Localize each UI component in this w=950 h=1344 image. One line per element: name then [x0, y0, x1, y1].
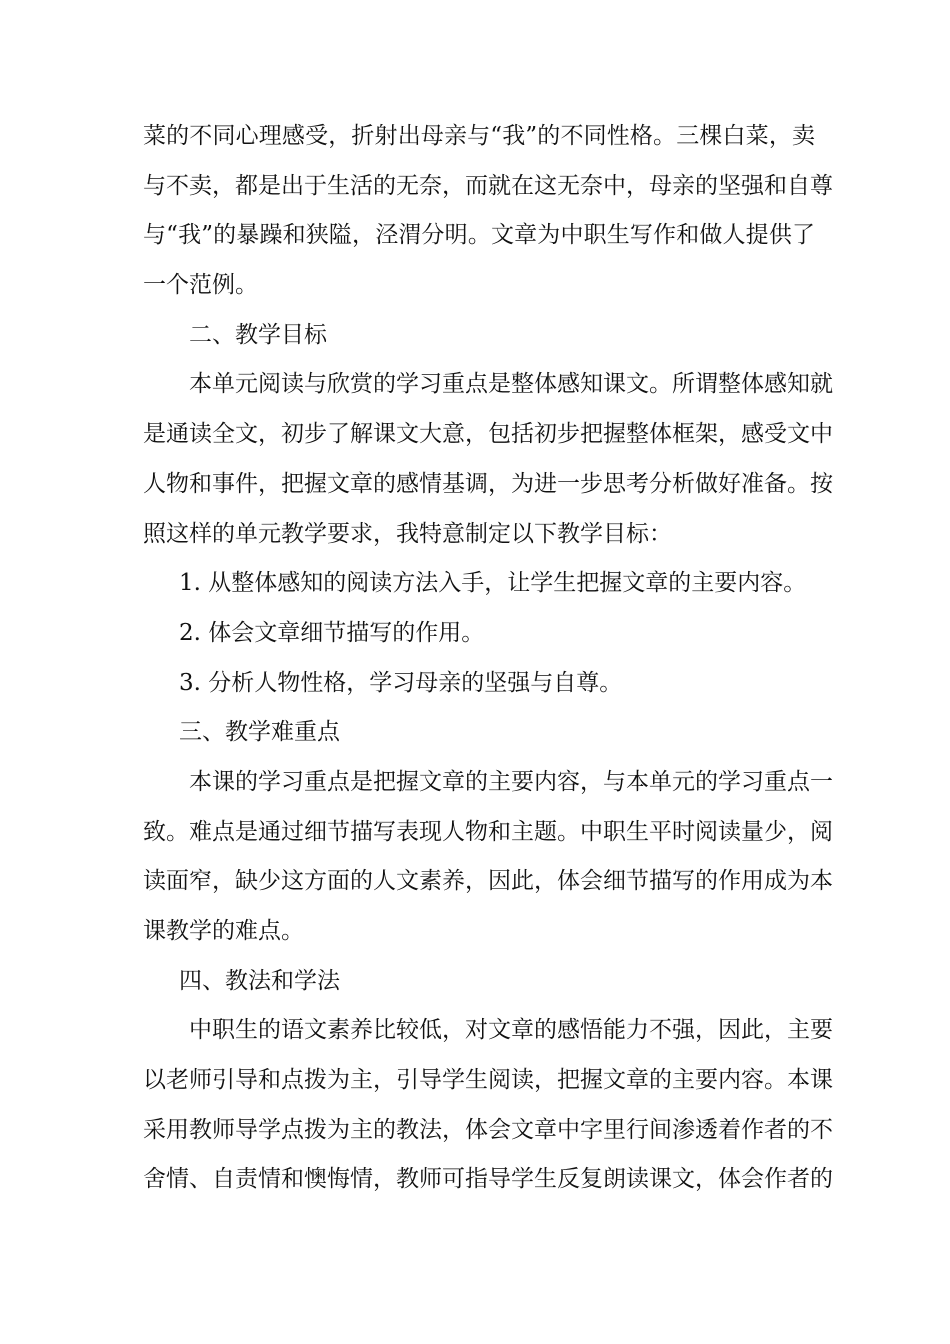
paragraph-line: 读面窄，缺少这方面的人文素养，因此，体会细节描写的作用成为本	[143, 868, 833, 895]
paragraph-line: 以老师引导和点拨为主，引导学生阅读，把握文章的主要内容。本课	[143, 1067, 833, 1094]
paragraph-line: 照这样的单元教学要求，我特意制定以下教学目标：	[143, 520, 672, 547]
paragraph-line: 中职生的语文素养比较低，对文章的感悟能力不强，因此，主要	[189, 1017, 833, 1044]
paragraph-line: 舍情、自责情和懊悔情，教师可指导学生反复朗读课文，体会作者的	[143, 1166, 833, 1193]
paragraph-line: 菜的不同心理感受，折射出母亲与“我”的不同性格。三棵白菜，卖	[143, 123, 815, 149]
objective-item-3: 3. 分析人物性格，学习母亲的坚强与自尊。	[179, 669, 623, 696]
paragraph-line: 人物和事件，把握文章的感情基调，为进一步思考分析做好准备。按	[143, 470, 833, 497]
section-heading-methods: 四、教法和学法	[179, 967, 340, 994]
paragraph-line: 采用教师导学点拨为主的教法，体会文章中字里行间渗透着作者的不	[143, 1116, 833, 1143]
section-heading-objectives: 二、教学目标	[189, 321, 327, 348]
objective-item-1: 1. 从整体感知的阅读方法入手，让学生把握文章的主要内容。	[179, 570, 807, 597]
paragraph-line: 与不卖，都是出于生活的无奈，而就在这无奈中，母亲的坚强和自尊	[143, 172, 833, 199]
document-body	[143, 112, 833, 1205]
objective-item-2: 2. 体会文章细节描写的作用。	[179, 619, 485, 646]
paragraph-line: 课教学的难点。	[143, 918, 304, 944]
section-heading-difficulties: 三、教学难重点	[179, 719, 340, 746]
paragraph-line: 与“我”的暴躁和狭隘，泾渭分明。文章为中职生写作和做人提供了	[143, 222, 815, 249]
paragraph-line: 本单元阅读与欣赏的学习重点是整体感知课文。所谓整体感知就	[189, 371, 833, 398]
paragraph-line: 本课的学习重点是把握文章的主要内容，与本单元的学习重点一	[189, 768, 833, 795]
paragraph-line: 是通读全文，初步了解课文大意，包括初步把握整体框架，感受文中	[143, 421, 833, 448]
paragraph-line: 致。难点是通过细节描写表现人物和主题。中职生平时阅读量少，阅	[143, 818, 833, 845]
paragraph-line: 一个范例。	[143, 272, 258, 299]
